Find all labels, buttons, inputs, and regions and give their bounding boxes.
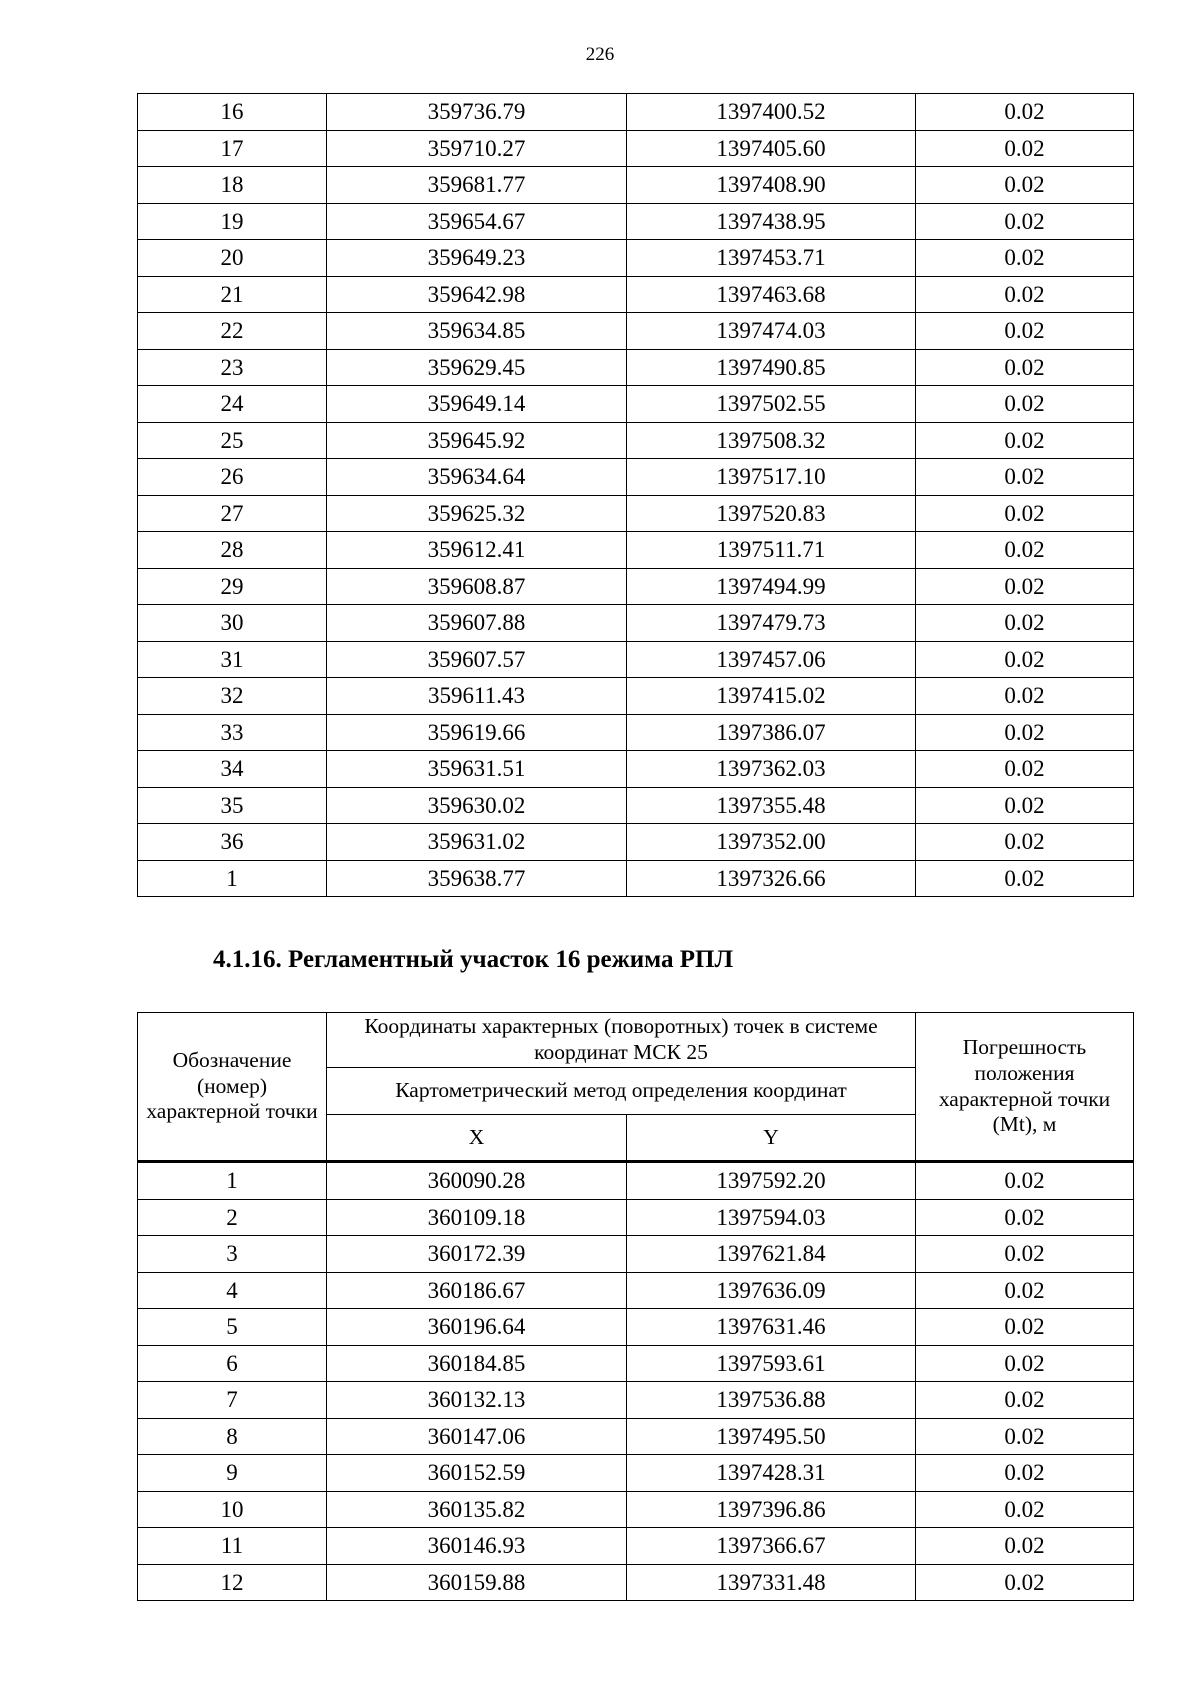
- table-row: [138, 860, 1134, 897]
- table-row: [138, 1236, 1134, 1273]
- table-row: [138, 1199, 1134, 1236]
- cell-point-number: 10: [138, 1491, 327, 1528]
- cell-x: 360147.06: [327, 1418, 627, 1455]
- cell-x: 359607.57: [327, 641, 627, 678]
- header-designation: Обозначение (номер) характерной точки: [138, 1013, 327, 1162]
- cell-x: 359649.23: [327, 240, 627, 277]
- cell-point-number: 18: [138, 167, 327, 204]
- cell-y: 1397474.03: [627, 313, 916, 350]
- cell-error: 0.02: [916, 1345, 1134, 1382]
- cell-point-number: 34: [138, 751, 327, 788]
- cell-y: 1397326.66: [627, 860, 916, 897]
- cell-error: 0.02: [916, 422, 1134, 459]
- cell-point-number: 36: [138, 824, 327, 861]
- cell-point-number: 22: [138, 313, 327, 350]
- cell-error: 0.02: [916, 1309, 1134, 1346]
- cell-x: 359681.77: [327, 167, 627, 204]
- cell-error: 0.02: [916, 1455, 1134, 1492]
- cell-point-number: 1: [138, 860, 327, 897]
- coordinates-table: [137, 1012, 1134, 1601]
- cell-point-number: 26: [138, 459, 327, 496]
- table-row: [138, 495, 1134, 532]
- cell-x: 359625.32: [327, 495, 627, 532]
- table-row: [138, 167, 1134, 204]
- cell-error: 0.02: [916, 1382, 1134, 1419]
- table-row: [138, 1309, 1134, 1346]
- page-number: 226: [585, 44, 615, 65]
- cell-y: 1397453.71: [627, 240, 916, 277]
- cell-x: 360186.67: [327, 1272, 627, 1309]
- cell-y: 1397517.10: [627, 459, 916, 496]
- cell-x: 359608.87: [327, 568, 627, 605]
- cell-point-number: 2: [138, 1199, 327, 1236]
- cell-point-number: 19: [138, 203, 327, 240]
- cell-y: 1397495.50: [627, 1418, 916, 1455]
- cell-y: 1397592.20: [627, 1162, 916, 1200]
- cell-y: 1397400.52: [627, 94, 916, 131]
- cell-x: 360172.39: [327, 1236, 627, 1273]
- table-row: [138, 1528, 1134, 1565]
- table-row: [138, 94, 1134, 131]
- cell-point-number: 35: [138, 787, 327, 824]
- header-error: Погрешность положения характерной точки (Mt), м: [916, 1013, 1134, 1162]
- cell-error: 0.02: [916, 386, 1134, 423]
- cell-x: 360090.28: [327, 1162, 627, 1200]
- cell-error: 0.02: [916, 167, 1134, 204]
- table-row: [138, 678, 1134, 715]
- cell-y: 1397520.83: [627, 495, 916, 532]
- cell-error: 0.02: [916, 313, 1134, 350]
- cell-point-number: 30: [138, 605, 327, 642]
- cell-point-number: 28: [138, 532, 327, 569]
- cell-point-number: 11: [138, 1528, 327, 1565]
- cell-point-number: 7: [138, 1382, 327, 1419]
- cell-error: 0.02: [916, 94, 1134, 131]
- table-row: [138, 422, 1134, 459]
- cell-x: 360132.13: [327, 1382, 627, 1419]
- table-row: [138, 751, 1134, 788]
- cell-point-number: 8: [138, 1418, 327, 1455]
- cell-error: 0.02: [916, 1272, 1134, 1309]
- cell-x: 359629.45: [327, 349, 627, 386]
- cell-error: 0.02: [916, 1236, 1134, 1273]
- cell-y: 1397536.88: [627, 1382, 916, 1419]
- table-row: [138, 1491, 1134, 1528]
- cell-error: 0.02: [916, 824, 1134, 861]
- cell-error: 0.02: [916, 605, 1134, 642]
- table-row: [138, 641, 1134, 678]
- cell-y: 1397636.09: [627, 1272, 916, 1309]
- cell-y: 1397631.46: [627, 1309, 916, 1346]
- table-row: [138, 824, 1134, 861]
- cell-x: 360196.64: [327, 1309, 627, 1346]
- cell-point-number: 29: [138, 568, 327, 605]
- cell-y: 1397362.03: [627, 751, 916, 788]
- header-y: Y: [627, 1115, 916, 1162]
- cell-point-number: 16: [138, 94, 327, 131]
- cell-x: 359634.85: [327, 313, 627, 350]
- cell-x: 359654.67: [327, 203, 627, 240]
- cell-y: 1397366.67: [627, 1528, 916, 1565]
- table-row: [138, 787, 1134, 824]
- table-row: [138, 240, 1134, 277]
- cell-y: 1397415.02: [627, 678, 916, 715]
- table-body: [138, 94, 1134, 897]
- cell-x: 359710.27: [327, 130, 627, 167]
- table-row: [138, 313, 1134, 350]
- cell-error: 0.02: [916, 532, 1134, 569]
- table-row: [138, 1455, 1134, 1492]
- header-method: Картометрический метод определения координат: [327, 1068, 916, 1115]
- cell-point-number: 31: [138, 641, 327, 678]
- cell-x: 360152.59: [327, 1455, 627, 1492]
- cell-error: 0.02: [916, 240, 1134, 277]
- table-row: [138, 605, 1134, 642]
- cell-point-number: 33: [138, 714, 327, 751]
- table-row: [138, 203, 1134, 240]
- cell-y: 1397463.68: [627, 276, 916, 313]
- cell-y: 1397508.32: [627, 422, 916, 459]
- cell-x: 359638.77: [327, 860, 627, 897]
- cell-x: 359611.43: [327, 678, 627, 715]
- cell-point-number: 12: [138, 1564, 327, 1601]
- cell-error: 0.02: [916, 1418, 1134, 1455]
- table-row: [138, 568, 1134, 605]
- cell-error: 0.02: [916, 1564, 1134, 1601]
- cell-error: 0.02: [916, 349, 1134, 386]
- table-header: [138, 1013, 1134, 1162]
- table-row: [138, 130, 1134, 167]
- header-x: X: [327, 1115, 627, 1162]
- cell-y: 1397396.86: [627, 1491, 916, 1528]
- cell-error: 0.02: [916, 641, 1134, 678]
- cell-error: 0.02: [916, 459, 1134, 496]
- cell-error: 0.02: [916, 1528, 1134, 1565]
- table-row: [138, 1382, 1134, 1419]
- cell-error: 0.02: [916, 1199, 1134, 1236]
- cell-y: 1397457.06: [627, 641, 916, 678]
- table-row: [138, 276, 1134, 313]
- table-row: [138, 1272, 1134, 1309]
- cell-y: 1397593.61: [627, 1345, 916, 1382]
- cell-y: 1397594.03: [627, 1199, 916, 1236]
- header-coords-group: Координаты характерных (поворотных) точек в системе координат МСК 25: [327, 1013, 916, 1068]
- cell-x: 360135.82: [327, 1491, 627, 1528]
- table-row: [138, 1345, 1134, 1382]
- cell-point-number: 25: [138, 422, 327, 459]
- cell-x: 359642.98: [327, 276, 627, 313]
- cell-x: 360184.85: [327, 1345, 627, 1382]
- cell-point-number: 9: [138, 1455, 327, 1492]
- cell-x: 360146.93: [327, 1528, 627, 1565]
- table-row: [138, 1418, 1134, 1455]
- cell-point-number: 21: [138, 276, 327, 313]
- table-row: [138, 349, 1134, 386]
- cell-point-number: 5: [138, 1309, 327, 1346]
- cell-error: 0.02: [916, 678, 1134, 715]
- cell-x: 360159.88: [327, 1564, 627, 1601]
- cell-error: 0.02: [916, 860, 1134, 897]
- cell-x: 360109.18: [327, 1199, 627, 1236]
- cell-point-number: 17: [138, 130, 327, 167]
- cell-y: 1397331.48: [627, 1564, 916, 1601]
- cell-y: 1397494.99: [627, 568, 916, 605]
- table-row: [138, 459, 1134, 496]
- cell-y: 1397408.90: [627, 167, 916, 204]
- cell-x: 359631.02: [327, 824, 627, 861]
- table-row: [138, 1162, 1134, 1200]
- cell-point-number: 24: [138, 386, 327, 423]
- cell-point-number: 1: [138, 1162, 327, 1200]
- cell-x: 359619.66: [327, 714, 627, 751]
- cell-point-number: 3: [138, 1236, 327, 1273]
- cell-point-number: 4: [138, 1272, 327, 1309]
- cell-error: 0.02: [916, 787, 1134, 824]
- table-body: [138, 1162, 1134, 1601]
- cell-x: 359607.88: [327, 605, 627, 642]
- cell-error: 0.02: [916, 495, 1134, 532]
- cell-x: 359612.41: [327, 532, 627, 569]
- cell-x: 359736.79: [327, 94, 627, 131]
- cell-x: 359649.14: [327, 386, 627, 423]
- cell-y: 1397621.84: [627, 1236, 916, 1273]
- cell-point-number: 32: [138, 678, 327, 715]
- table-row: [138, 714, 1134, 751]
- cell-x: 359630.02: [327, 787, 627, 824]
- cell-point-number: 23: [138, 349, 327, 386]
- cell-y: 1397355.48: [627, 787, 916, 824]
- table-row: [138, 1564, 1134, 1601]
- cell-y: 1397386.07: [627, 714, 916, 751]
- table-row: [138, 532, 1134, 569]
- cell-y: 1397438.95: [627, 203, 916, 240]
- cell-y: 1397502.55: [627, 386, 916, 423]
- cell-y: 1397352.00: [627, 824, 916, 861]
- cell-y: 1397428.31: [627, 1455, 916, 1492]
- cell-y: 1397405.60: [627, 130, 916, 167]
- table-row: [138, 386, 1134, 423]
- coordinates-table-continued: [137, 93, 1134, 897]
- cell-x: 359631.51: [327, 751, 627, 788]
- cell-error: 0.02: [916, 1162, 1134, 1200]
- cell-y: 1397511.71: [627, 532, 916, 569]
- cell-error: 0.02: [916, 568, 1134, 605]
- section-heading: 4.1.16. Регламентный участок 16 режима РПЛ: [213, 946, 734, 973]
- cell-point-number: 27: [138, 495, 327, 532]
- cell-error: 0.02: [916, 276, 1134, 313]
- cell-error: 0.02: [916, 1491, 1134, 1528]
- cell-error: 0.02: [916, 130, 1134, 167]
- cell-y: 1397490.85: [627, 349, 916, 386]
- cell-x: 359634.64: [327, 459, 627, 496]
- cell-y: 1397479.73: [627, 605, 916, 642]
- cell-error: 0.02: [916, 203, 1134, 240]
- cell-point-number: 6: [138, 1345, 327, 1382]
- cell-x: 359645.92: [327, 422, 627, 459]
- cell-point-number: 20: [138, 240, 327, 277]
- cell-error: 0.02: [916, 714, 1134, 751]
- cell-error: 0.02: [916, 751, 1134, 788]
